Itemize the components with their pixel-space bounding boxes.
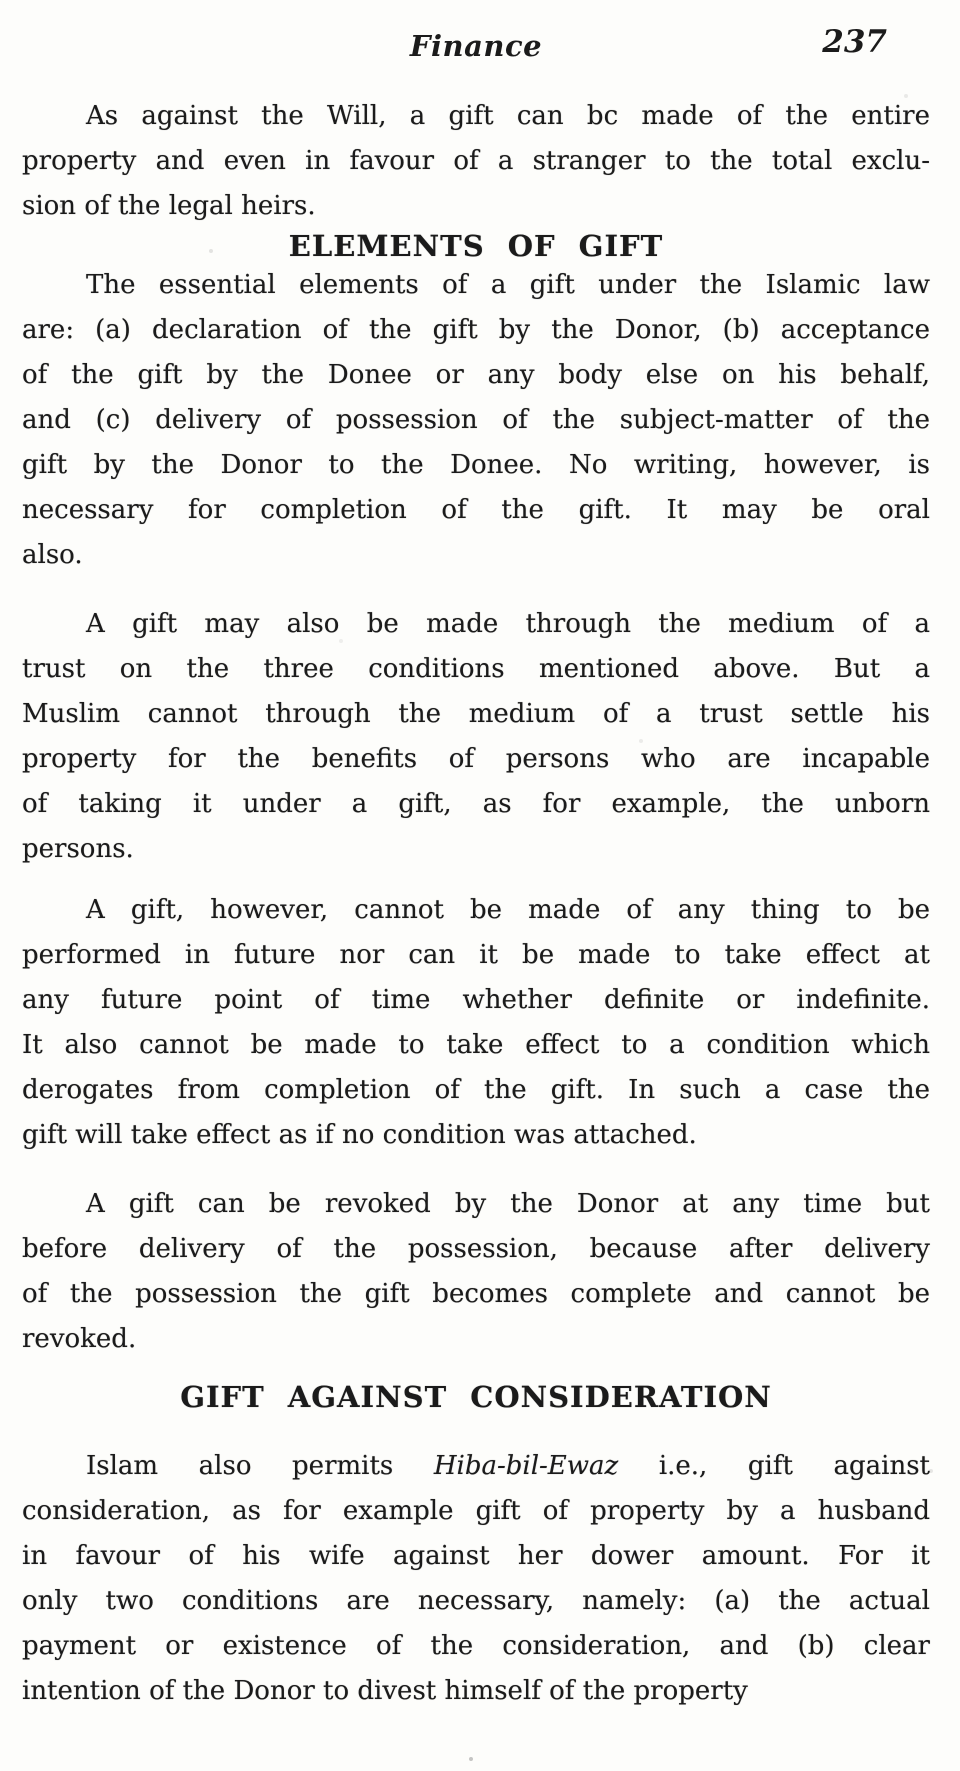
text-line: intention of the Donor to divest himself of the property: [22, 1676, 748, 1706]
text-line: A gift may also be made through the medium of a: [86, 609, 930, 639]
text-line: A gift, however, cannot be made of any thing to be: [86, 895, 930, 925]
page-number: 237: [822, 24, 887, 60]
text-line: only two conditions are necessary, namely: (a) the actual: [22, 1586, 930, 1616]
paragraph: [22, 602, 930, 872]
text-line: persons.: [22, 834, 134, 864]
text-line: A gift can be revoked by the Donor at any time but: [86, 1189, 930, 1219]
text-line: It also cannot be made to take effect to a condition which: [22, 1030, 930, 1060]
text-line: revoked.: [22, 1324, 137, 1354]
text-line: trust on the three conditions mentioned above. But a: [22, 654, 930, 684]
running-title: Finance: [409, 29, 543, 63]
text-line: Islam also permits Hiba-bil-Ewaz i.e., gift against: [86, 1451, 930, 1481]
text-line: payment or existence of the consideration, and (b) clear: [22, 1631, 930, 1661]
text-line: of the gift by the Donee or any body else on his behalf,: [22, 360, 930, 390]
text-line: consideration, as for example gift of property by a husband: [22, 1496, 930, 1526]
text-column: [22, 26, 930, 1714]
text-line: necessary for completion of the gift. It may be oral: [22, 495, 930, 525]
text-line: Muslim cannot through the medium of a trust settle his: [22, 699, 930, 729]
text-line: are: (a) declaration of the gift by the Donor, (b) acceptance: [22, 315, 930, 345]
section-heading: GIFT AGAINST CONSIDERATION: [180, 1380, 772, 1414]
text-line: also.: [22, 540, 83, 570]
paragraph: [22, 263, 930, 578]
scan-noise: [0, 0, 2, 2]
text-line: gift will take effect as if no condition was attached.: [22, 1120, 697, 1150]
text-line: property and even in favour of a stranger to the total exclu-: [22, 146, 930, 176]
page-content: [22, 94, 930, 1714]
text-line: in favour of his wife against her dower amount. For it: [22, 1541, 930, 1571]
paragraph: [22, 94, 930, 229]
text-line: of the possession the gift becomes complete and cannot be: [22, 1279, 930, 1309]
text-line: of taking it under a gift, as for example, the unborn: [22, 789, 930, 819]
text-line: gift by the Donor to the Donee. No writing, however, is: [22, 450, 930, 480]
text-line: The essential elements of a gift under the Islamic law: [86, 270, 930, 300]
text-line: sion of the legal heirs.: [22, 191, 316, 221]
text-line: before delivery of the possession, because after delivery: [22, 1234, 930, 1264]
paragraph: [22, 1444, 930, 1714]
section-heading: ELEMENTS OF GIFT: [288, 229, 664, 263]
text-line: any future point of time whether definite or indefinite.: [22, 985, 930, 1015]
text-line: property for the benefits of persons who are incapable: [22, 744, 930, 774]
text-line: and (c) delivery of possession of the subject-matter of the: [22, 405, 930, 435]
paragraph: [22, 1182, 930, 1362]
paragraph: [22, 888, 930, 1158]
page-header: [22, 26, 930, 66]
text-line: performed in future nor can it be made to take effect at: [22, 940, 930, 970]
text-line: As against the Will, a gift can bc made of the entire: [86, 101, 930, 131]
text-line: derogates from completion of the gift. In such a case the: [22, 1075, 930, 1105]
